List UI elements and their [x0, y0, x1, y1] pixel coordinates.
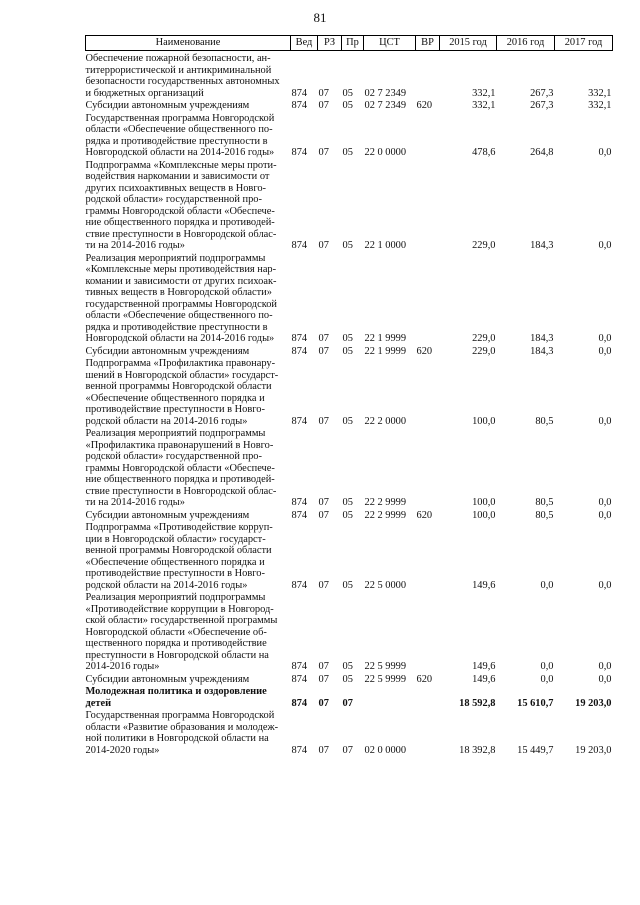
row-2015: 229,0 [472, 345, 496, 357]
row-2015: 229,0 [472, 333, 496, 344]
row-2016: 267,3 [530, 100, 554, 111]
row-2016: 184,3 [530, 345, 554, 357]
row-2017: 332,1 [588, 100, 612, 111]
row-vr [416, 592, 440, 674]
row-pr: 05 [342, 147, 353, 158]
table-row [86, 51, 613, 101]
row-cst: 22 5 0000 [364, 579, 407, 591]
table-row [86, 160, 613, 253]
row-2017: 0,0 [598, 333, 612, 344]
column-header: Наименование [86, 36, 291, 51]
table-row [86, 358, 613, 428]
row-2016: 184,3 [530, 333, 554, 344]
row-pr: 05 [342, 87, 353, 99]
table-row [86, 428, 613, 510]
page-number: 81 [313, 10, 327, 25]
row-2016: 0,0 [540, 661, 554, 672]
row-vr: 620 [416, 509, 433, 521]
row-ved: 874 [291, 509, 308, 521]
row-rz: 07 [318, 100, 329, 111]
row-cst: 22 1 9999 [364, 333, 407, 344]
table-header-row [86, 36, 613, 51]
row-rz: 07 [318, 697, 329, 709]
row-pr: 05 [342, 100, 353, 111]
column-header: ВР [416, 36, 440, 51]
row-cst: 22 1 9999 [364, 345, 407, 357]
row-2017: 0,0 [598, 509, 612, 521]
row-vr [416, 113, 440, 160]
row-2016: 184,3 [530, 240, 554, 251]
budget-table [85, 35, 613, 757]
row-pr: 05 [342, 509, 353, 521]
row-name: Субсидии автономным учреждениям [85, 509, 250, 521]
row-2017: 0,0 [598, 661, 612, 672]
table-row [86, 686, 613, 710]
row-2016: 264,8 [530, 147, 554, 158]
row-2017: 0,0 [598, 345, 612, 357]
row-vr [416, 686, 440, 710]
row-2015: 229,0 [472, 240, 496, 251]
row-2015: 100,0 [472, 415, 496, 427]
row-pr: 05 [342, 240, 353, 251]
row-2015: 100,0 [472, 509, 496, 521]
row-2015: 100,0 [472, 497, 496, 508]
row-2017: 19 203,0 [575, 697, 612, 709]
row-name: Субсидии автономным учреждениям [85, 100, 250, 111]
row-rz: 07 [318, 87, 329, 99]
row-cst [364, 686, 416, 710]
row-rz: 07 [318, 579, 329, 591]
row-ved: 874 [291, 345, 308, 357]
row-name: Подпрограмма «Профилактика правонару- шений в Новгородской области» государст- венной программы Новгородской области «Обеспечение общественного порядка и противодействие преступности в Новго- родской области на 2014-2016 годы» [85, 358, 279, 427]
row-rz: 07 [318, 744, 329, 756]
row-rz: 07 [318, 415, 329, 427]
row-name: Подпрограмма «Комплексные меры проти- водействия наркомании и зависимости от других психоактивных веществ в Новго- родской области» государственной про- граммы Новгородской области «Обеспече- ние общественного порядка и противодей- ствие преступности в Новгородской облас- ти на 2014-2016 годы» [85, 159, 277, 251]
row-vr [416, 253, 440, 346]
row-2017: 19 203,0 [575, 744, 612, 756]
row-2015: 149,6 [472, 673, 496, 685]
row-name: Подпрограмма «Противодействие корруп- ции в Новгородской области» государст- венной программы Новгородской области «Обеспечение общественного порядка и противодействие преступности в Новго- родской области на 2014-2016 годы» [85, 522, 273, 591]
row-2015: 332,1 [472, 87, 496, 99]
table-row [86, 100, 613, 113]
table-row [86, 674, 613, 687]
table-row [86, 113, 613, 160]
row-rz: 07 [318, 661, 329, 672]
row-2016: 0,0 [540, 673, 554, 685]
row-2016: 15 449,7 [517, 744, 554, 756]
row-vr [416, 710, 440, 757]
column-header: Пр [342, 36, 364, 51]
row-ved: 874 [291, 497, 308, 508]
row-name: Обеспечение пожарной безопасности, ан- титеррористической и антикриминальной безопасности государственных автономных и бюджетных организаций [85, 53, 280, 99]
row-2016: 267,3 [530, 87, 554, 99]
row-ved: 874 [291, 744, 308, 756]
row-name: Субсидии автономным учреждениям [85, 345, 250, 357]
row-pr: 07 [342, 744, 353, 756]
row-rz: 07 [318, 345, 329, 357]
row-ved: 874 [291, 415, 308, 427]
row-2016: 15 610,7 [517, 697, 554, 709]
row-vr [416, 522, 440, 592]
table-row [86, 510, 613, 523]
row-ved: 874 [291, 333, 308, 344]
row-2016: 80,5 [535, 415, 554, 427]
row-ved: 874 [291, 87, 308, 99]
row-rz: 07 [318, 509, 329, 521]
table-row [86, 346, 613, 359]
row-2015: 478,6 [472, 147, 496, 158]
row-ved: 874 [291, 100, 308, 111]
row-name: Реализация мероприятий подпрограммы «Противодействие коррупции в Новгород- ской области» государственной программы Новгородской области «Обеспечение об- щественного порядка и противодействие преступности в Новгородской области на 2014-2016 годы» [85, 592, 278, 672]
row-2015: 18 392,8 [459, 744, 496, 756]
row-rz: 07 [318, 147, 329, 158]
row-pr: 07 [342, 697, 353, 709]
row-pr: 05 [342, 497, 353, 508]
row-2017: 0,0 [598, 579, 612, 591]
row-name: Государственная программа Новгородской области «Обеспечение общественного по- рядка и противодействие преступности в Новгородской области на 2014-2016 годы» [85, 112, 275, 158]
row-2016: 0,0 [540, 579, 554, 591]
row-pr: 05 [342, 333, 353, 344]
column-header: 2015 год [440, 36, 497, 51]
row-2016: 80,5 [535, 497, 554, 508]
table-row [86, 592, 613, 674]
row-rz: 07 [318, 333, 329, 344]
column-header: 2017 год [555, 36, 613, 51]
table-row [86, 522, 613, 592]
row-cst: 22 0 0000 [364, 147, 407, 158]
row-cst: 22 5 9999 [364, 661, 407, 672]
row-2015: 332,1 [472, 100, 496, 111]
row-cst: 22 2 9999 [364, 509, 407, 521]
table-body [86, 51, 613, 758]
row-cst: 02 7 2349 [364, 87, 407, 99]
row-2015: 149,6 [472, 579, 496, 591]
row-pr: 05 [342, 345, 353, 357]
row-vr [416, 428, 440, 510]
row-name: Реализация мероприятий подпрограммы «Комплексные меры противодействия нар- комании и зависимости от других психоак- тивных веществ в Новгородской области» государственной программы Новгородской области «Обеспечение общественного по- рядка и противодействие преступности в Новгородской области на 2014-2016 годы» [85, 252, 277, 344]
row-2017: 0,0 [598, 415, 612, 427]
row-name: Молодежная политика и оздоровление детей [85, 686, 267, 709]
table-row [86, 253, 613, 346]
row-pr: 05 [342, 415, 353, 427]
row-cst: 22 2 9999 [364, 497, 407, 508]
row-vr [416, 358, 440, 428]
row-cst: 02 7 2349 [364, 100, 407, 111]
column-header: 2016 год [497, 36, 555, 51]
row-vr: 620 [416, 673, 433, 685]
row-2017: 0,0 [598, 147, 612, 158]
table-row [86, 710, 613, 757]
row-2015: 18 592,8 [459, 697, 496, 709]
row-2015: 149,6 [472, 661, 496, 672]
row-vr [416, 160, 440, 253]
row-pr: 05 [342, 673, 353, 685]
row-vr [416, 51, 440, 101]
row-rz: 07 [318, 673, 329, 685]
row-vr: 620 [416, 345, 433, 357]
row-ved: 874 [291, 579, 308, 591]
row-ved: 874 [291, 661, 308, 672]
row-pr: 05 [342, 661, 353, 672]
row-ved: 874 [291, 147, 308, 158]
row-name: Субсидии автономным учреждениям [85, 673, 250, 685]
row-ved: 874 [291, 697, 308, 709]
row-rz: 07 [318, 497, 329, 508]
row-cst: 22 2 0000 [364, 415, 407, 427]
row-name: Государственная программа Новгородской области «Развитие образования и молодеж- ной политики в Новгородской области на 2014-2020 годы» [85, 710, 279, 756]
row-pr: 05 [342, 579, 353, 591]
row-2017: 0,0 [598, 673, 612, 685]
row-2017: 0,0 [598, 240, 612, 251]
row-cst: 22 5 9999 [364, 673, 407, 685]
row-cst: 22 1 0000 [364, 240, 407, 251]
row-2017: 0,0 [598, 497, 612, 508]
column-header: ЦСТ [364, 36, 416, 51]
row-ved: 874 [291, 673, 308, 685]
row-rz: 07 [318, 240, 329, 251]
row-ved: 874 [291, 240, 308, 251]
row-name: Реализация мероприятий подпрограммы «Профилактика правонарушений в Новго- родской области» государственной про- граммы Новгородской области «Обеспече- ние общественного порядка и противодей- ствие преступности в Новгородской облас- ти на 2014-2016 годы» [85, 428, 277, 508]
row-vr: 620 [416, 100, 433, 111]
row-2017: 332,1 [588, 87, 612, 99]
column-header: РЗ [318, 36, 342, 51]
row-cst: 02 0 0000 [364, 744, 407, 756]
row-2016: 80,5 [535, 509, 554, 521]
column-header: Вед [291, 36, 318, 51]
